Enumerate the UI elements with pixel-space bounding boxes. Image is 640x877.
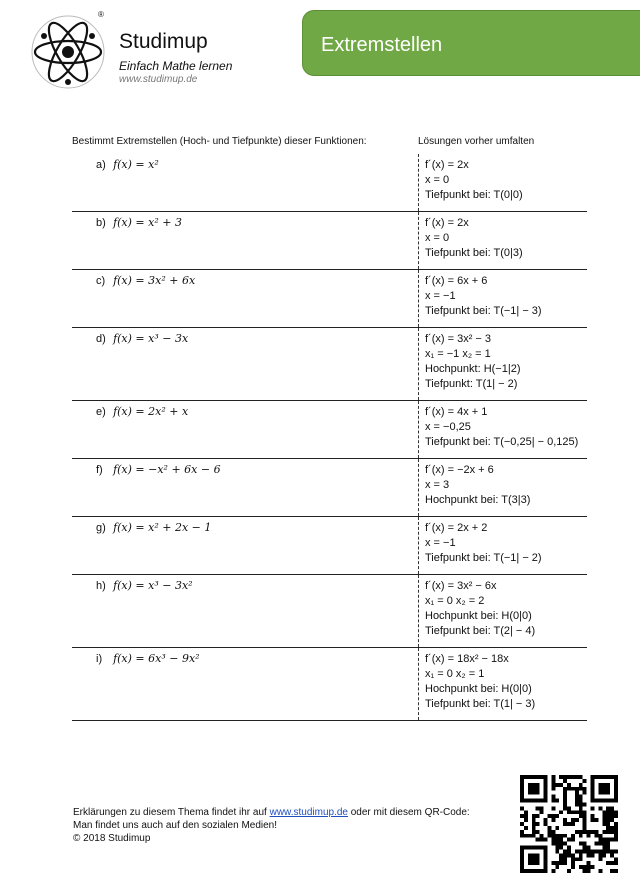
exercise-row bbox=[72, 154, 587, 212]
exercise-question bbox=[72, 517, 419, 575]
solution-line: x₁ = −1 x₂ = 1 bbox=[425, 348, 491, 360]
page-title: Extremstellen bbox=[321, 34, 443, 56]
exercise-question bbox=[72, 648, 419, 721]
exercise-question bbox=[72, 401, 419, 459]
solution-line: f´(x) = 2x bbox=[425, 217, 469, 229]
exercise-row bbox=[72, 401, 587, 459]
exercise-row bbox=[72, 575, 587, 648]
solution-line: x = −1 bbox=[425, 290, 456, 302]
solution-line: x = −1 bbox=[425, 537, 456, 549]
solution-line: x₁ = 0 x₂ = 1 bbox=[425, 668, 485, 680]
exercise-solution bbox=[419, 575, 588, 648]
exercise-label: i) bbox=[96, 653, 103, 665]
exercise-solution bbox=[419, 270, 588, 328]
exercise-question bbox=[72, 212, 419, 270]
solution-line: Hochpunkt: H(−1|2) bbox=[425, 363, 521, 375]
function-formula: f(x) = 2x² + x bbox=[113, 405, 189, 418]
exercise-row bbox=[72, 212, 587, 270]
solution-line: f´(x) = −2x + 6 bbox=[425, 464, 494, 476]
exercise-label: c) bbox=[96, 275, 106, 287]
solution-line: Hochpunkt bei: H(0|0) bbox=[425, 610, 532, 622]
function-formula: f(x) = −x² + 6x − 6 bbox=[113, 463, 221, 476]
solution-line: Tiefpunkt bei: T(−1| − 3) bbox=[425, 305, 542, 317]
exercise-question bbox=[72, 459, 419, 517]
solution-line: f´(x) = 18x² − 18x bbox=[425, 653, 509, 665]
exercise-question bbox=[72, 270, 419, 328]
exercise-row bbox=[72, 328, 587, 401]
function-formula: f(x) = 3x² + 6x bbox=[113, 274, 196, 287]
exercise-question bbox=[72, 328, 419, 401]
exercise-table bbox=[72, 154, 587, 721]
exercise-label: a) bbox=[96, 159, 106, 171]
exercise-row bbox=[72, 270, 587, 328]
footer bbox=[73, 806, 470, 845]
solution-line: Tiefpunkt bei: T(−0,25| − 0,125) bbox=[425, 436, 579, 448]
solution-line: f´(x) = 3x² − 3 bbox=[425, 333, 492, 345]
exercise-row bbox=[72, 459, 587, 517]
function-formula: f(x) = x³ − 3x² bbox=[113, 579, 193, 592]
function-formula: f(x) = x³ − 3x bbox=[113, 332, 189, 345]
solution-line: f´(x) = 4x + 1 bbox=[425, 406, 488, 418]
copyright: © 2018 Studimup bbox=[73, 833, 151, 844]
exercise-label: e) bbox=[96, 406, 106, 418]
exercise-label: g) bbox=[96, 522, 106, 534]
exercise-label: d) bbox=[96, 333, 106, 345]
solution-line: x = 3 bbox=[425, 479, 450, 491]
solution-line: Tiefpunkt bei: T(1| − 3) bbox=[425, 698, 536, 710]
exercise-row bbox=[72, 517, 587, 575]
solution-line: f´(x) = 3x² − 6x bbox=[425, 580, 497, 592]
solution-line: f´(x) = 6x + 6 bbox=[425, 275, 488, 287]
brand-name: Studimup bbox=[119, 30, 208, 53]
exercise-solution bbox=[419, 328, 588, 401]
solution-line: Tiefpunkt: T(1| − 2) bbox=[425, 378, 518, 390]
function-formula: f(x) = x² + 2x − 1 bbox=[113, 521, 212, 534]
exercise-row bbox=[72, 648, 587, 721]
exercise-solution bbox=[419, 459, 588, 517]
title-banner bbox=[302, 10, 640, 76]
footer-link[interactable]: www.studimup.de bbox=[269, 807, 348, 818]
tagline: Einfach Mathe lernen bbox=[119, 59, 233, 73]
solution-line: Tiefpunkt bei: T(0|0) bbox=[425, 189, 523, 201]
header-url: www.studimup.de bbox=[119, 74, 198, 85]
exercise-solution bbox=[419, 212, 588, 270]
footer-line-2: Man findet uns auch auf den sozialen Medien! bbox=[73, 820, 278, 831]
qr-code[interactable] bbox=[520, 775, 618, 873]
instruction-text: Bestimmt Extremstellen (Hoch- und Tiefpunkte) dieser Funktionen: bbox=[72, 136, 367, 147]
solutions-heading: Lösungen vorher umfalten bbox=[418, 136, 535, 147]
exercise-question bbox=[72, 154, 419, 212]
exercise-label: h) bbox=[96, 580, 106, 592]
solution-line: x = 0 bbox=[425, 174, 450, 186]
exercise-label: f) bbox=[96, 464, 103, 476]
exercise-solution bbox=[419, 517, 588, 575]
solution-line: Hochpunkt bei: H(0|0) bbox=[425, 683, 532, 695]
solution-line: f´(x) = 2x + 2 bbox=[425, 522, 488, 534]
footer-line-1: Erklärungen zu diesem Thema findet ihr auf www.studimup.de oder mit diesem QR-Code: bbox=[73, 807, 470, 818]
solution-line: Tiefpunkt bei: T(−1| − 2) bbox=[425, 552, 542, 564]
solution-line: Tiefpunkt bei: T(2| − 4) bbox=[425, 625, 536, 637]
exercise-question bbox=[72, 575, 419, 648]
exercise-solution bbox=[419, 648, 588, 721]
atom-logo bbox=[30, 14, 106, 90]
exercise-solution bbox=[419, 401, 588, 459]
solution-line: x = 0 bbox=[425, 232, 450, 244]
exercise-label: b) bbox=[96, 217, 106, 229]
function-formula: f(x) = x² + 3 bbox=[113, 216, 182, 229]
solution-line: f´(x) = 2x bbox=[425, 159, 469, 171]
exercise-solution bbox=[419, 154, 588, 212]
solution-line: x = −0,25 bbox=[425, 421, 471, 433]
solution-line: Hochpunkt bei: T(3|3) bbox=[425, 494, 531, 506]
function-formula: f(x) = 6x³ − 9x² bbox=[113, 652, 200, 665]
solution-line: x₁ = 0 x₂ = 2 bbox=[425, 595, 485, 607]
registered-mark: ® bbox=[98, 10, 104, 19]
function-formula: f(x) = x² bbox=[113, 158, 159, 171]
solution-line: Tiefpunkt bei: T(0|3) bbox=[425, 247, 523, 259]
